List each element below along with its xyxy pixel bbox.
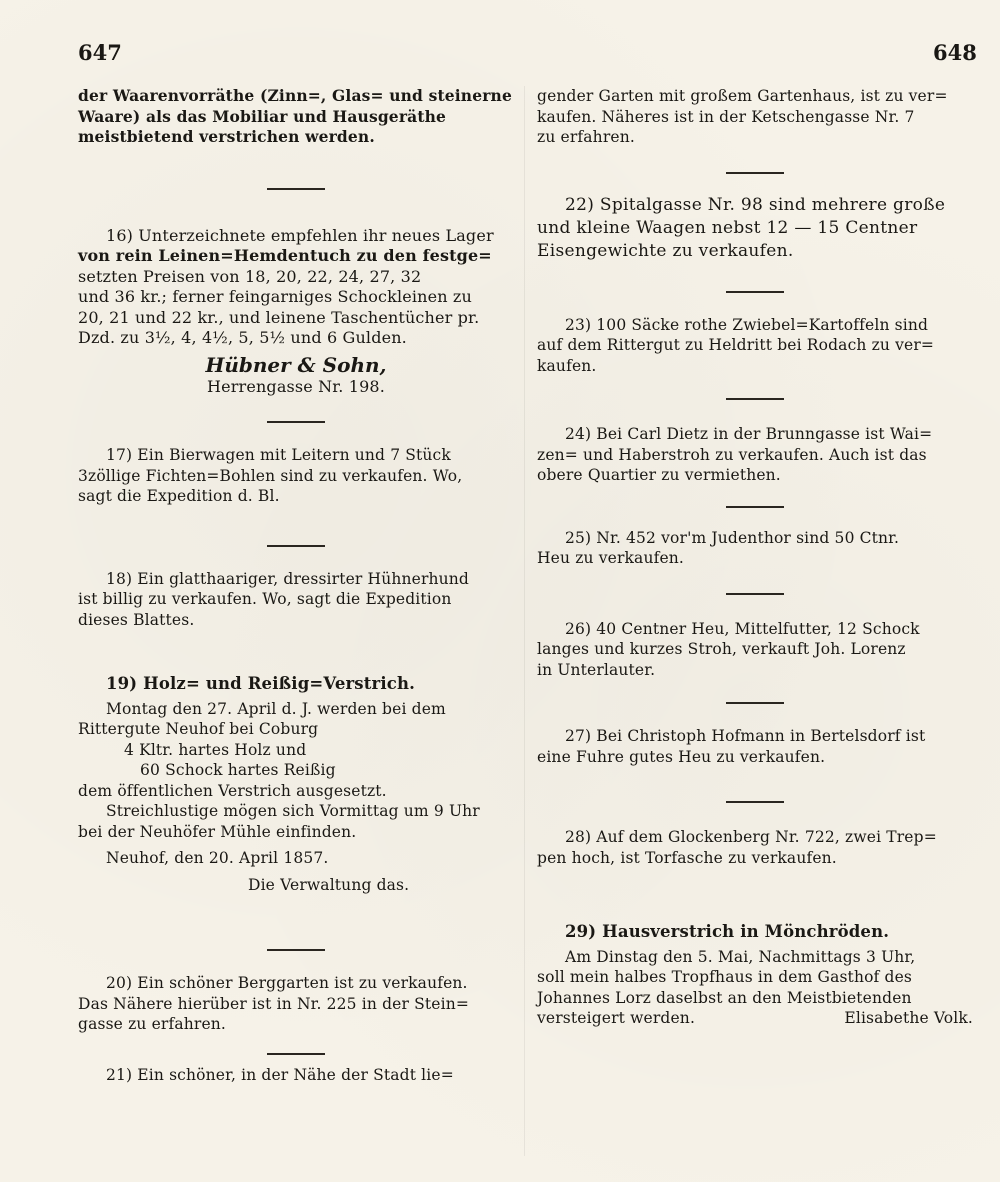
column-divider <box>524 86 525 1156</box>
text-line: der Waarenvorräthe (Zinn=, Glas= und steinerne <box>78 86 512 105</box>
text-line: obere Quartier zu vermiethen. <box>537 466 781 484</box>
text-line: dem öffentlichen Verstrich ausgesetzt. <box>78 781 387 800</box>
text-line: und 36 kr.; ferner feingarniges Schockleinen zu <box>78 287 472 306</box>
notice-16 <box>78 226 514 398</box>
page-number-left: 647 <box>78 40 122 65</box>
text-line: 20, 21 und 22 kr., und leinene Taschentücher pr. <box>78 307 480 327</box>
notice-28 <box>537 827 973 868</box>
text-line: Rittergute Neuhof bei Coburg <box>78 720 319 738</box>
text-line: eine Fuhre gutes Heu zu verkaufen. <box>537 747 826 766</box>
text-line: ist billig zu verkaufen. Wo, sagt die Expedition <box>78 590 452 608</box>
text-line: Dzd. zu 3½, 4, 4½, 5, 5½ und 6 Gulden. <box>78 328 407 347</box>
text-line: Waare) als das Mobiliar und Hausgeräthe <box>78 106 447 126</box>
text-line: 26) 40 Centner Heu, Mittelfutter, 12 Schock <box>565 619 920 638</box>
notice-21-continued <box>537 86 973 148</box>
text-line: 16) Unterzeichnete empfehlen ihr neues Lager <box>106 225 494 245</box>
text-line: Streichlustige mögen sich Vormittag um 9 Uhr <box>106 802 480 820</box>
text-line: 22) Spitalgasse Nr. 98 sind mehrere große <box>565 194 946 215</box>
text-line: 21) Ein schöner, in der Nähe der Stadt lie= <box>106 1065 454 1084</box>
notice-23 <box>537 315 973 377</box>
text-line: zen= und Haberstroh zu verkaufen. Auch ist das <box>537 445 927 464</box>
text-line: Heu zu verkaufen. <box>537 549 684 567</box>
text-line: bei der Neuhöfer Mühle einfinden. <box>78 822 357 841</box>
text-line: 3zöllige Fichten=Bohlen sind zu verkaufen. Wo, <box>78 466 463 485</box>
text-line <box>537 1008 973 1029</box>
text-line: langes und kurzes Stroh, verkauft Joh. Lorenz <box>537 640 906 658</box>
text-line: 28) Auf dem Glockenberg Nr. 722, zwei Trep= <box>565 828 937 846</box>
page-number-right: 648 <box>933 40 977 65</box>
right-column <box>537 86 973 1029</box>
text-line: 23) 100 Säcke rothe Zwiebel=Kartoffeln sind <box>565 315 929 334</box>
notice-25 <box>537 528 973 569</box>
continued-notice <box>78 86 514 148</box>
notice-21 <box>78 1065 514 1086</box>
text-line: 25) Nr. 452 vor'm Judenthor sind 50 Ctnr. <box>565 528 900 547</box>
notice-22 <box>537 194 973 263</box>
notice-26 <box>537 619 973 681</box>
text-line: 4 Kltr. hartes Holz und <box>124 740 307 759</box>
text-line: 60 Schock hartes Reißig <box>140 761 336 779</box>
text-line: Johannes Lorz daselbst an den Meistbietenden <box>537 988 912 1007</box>
text-line-part: versteigert werden. <box>537 1009 696 1027</box>
notice-27 <box>537 726 973 767</box>
notice-signature: Elisabethe Volk. <box>844 1009 973 1027</box>
text-line: zu erfahren. <box>537 128 635 146</box>
text-line: dieses Blattes. <box>78 610 195 629</box>
text-line: auf dem Rittergut zu Heldritt bei Rodach zu ver= <box>537 336 935 354</box>
text-line: pen hoch, ist Torfasche zu verkaufen. <box>537 848 837 867</box>
text-line: meistbietend verstrichen werden. <box>78 127 375 146</box>
text-line: in Unterlauter. <box>537 660 656 679</box>
notice-signature: Die Verwaltung das. <box>248 875 410 894</box>
text-line: 17) Ein Bierwagen mit Leitern und 7 Stück <box>106 446 451 464</box>
text-line: soll mein halbes Tropfhaus in dem Gasthof des <box>537 968 913 986</box>
notice-date: Neuhof, den 20. April 1857. <box>106 849 329 867</box>
text-line: setzten Preisen von 18, 20, 22, 24, 27, 32 <box>78 266 422 286</box>
text-line: gasse zu erfahren. <box>78 1015 226 1033</box>
notice-title: 19) Holz= und Reißig=Verstrich. <box>106 674 416 693</box>
text-line: und kleine Waagen nebst 12 — 15 Centner <box>537 217 918 238</box>
notice-20 <box>78 973 514 1035</box>
notice-title: 29) Hausverstrich in Mönchröden. <box>565 922 890 941</box>
text-line: kaufen. <box>537 356 597 375</box>
firm-name: Hübner & Sohn, <box>205 352 387 377</box>
text-line: 20) Ein schöner Berggarten ist zu verkaufen. <box>106 974 468 992</box>
text-line: Am Dinstag den 5. Mai, Nachmittags 3 Uhr, <box>565 947 916 966</box>
notice-17 <box>78 445 514 507</box>
left-column <box>78 86 514 1085</box>
notice-29 <box>537 922 973 1029</box>
text-line: Das Nähere hierüber ist in Nr. 225 in der Stein= <box>78 994 469 1013</box>
text-line: 27) Bei Christoph Hofmann in Bertelsdorf ist <box>565 727 926 745</box>
text-line: sagt die Expedition d. Bl. <box>78 487 280 505</box>
firm-address: Herrengasse Nr. 198. <box>207 376 385 396</box>
text-line: 18) Ein glatthaariger, dressirter Hühnerhund <box>106 569 469 588</box>
text-line: 24) Bei Carl Dietz in der Brunngasse ist Wai= <box>565 425 933 443</box>
notice-19 <box>78 674 514 895</box>
text-line: kaufen. Näheres ist in der Ketschengasse Nr. 7 <box>537 107 915 126</box>
text-line: Montag den 27. April d. J. werden bei dem <box>106 699 446 718</box>
notice-24 <box>537 424 973 486</box>
notice-18 <box>78 569 514 631</box>
text-line: von rein Leinen=Hemdentuch zu den festge= <box>78 246 492 265</box>
text-line: gender Garten mit großem Gartenhaus, ist zu ver= <box>537 87 948 105</box>
text-line: Eisengewichte zu verkaufen. <box>537 240 794 261</box>
